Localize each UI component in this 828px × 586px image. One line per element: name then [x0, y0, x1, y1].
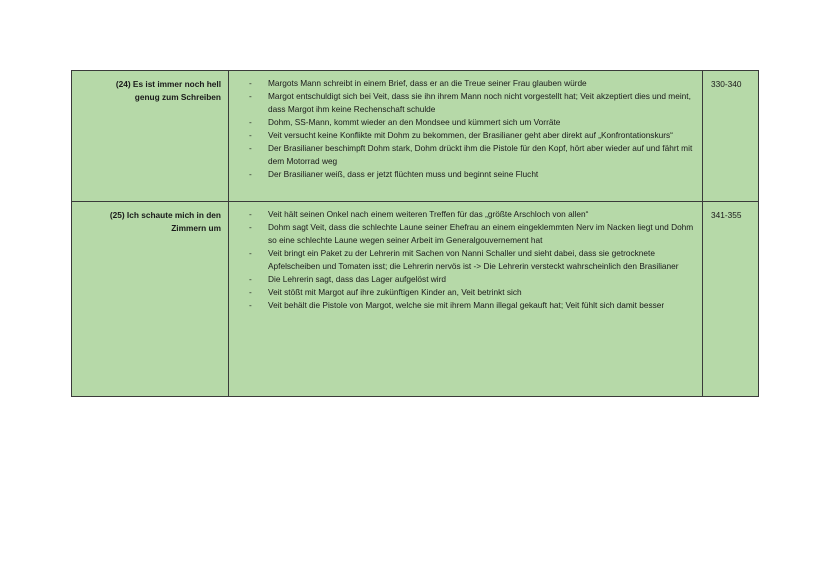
event-item	[235, 273, 696, 286]
bullet-dash: -	[249, 143, 252, 153]
bullet-dash: -	[249, 274, 252, 284]
event-text: Margot entschuldigt sich bei Veit, dass sie ihn ihrem Mann noch nicht vorgestellt hat; Veit akzeptiert dies und meint, dass Margot ihm keine Rechenschaft schulde	[268, 91, 691, 114]
page-range-cell: 330-340	[703, 71, 759, 202]
event-text: Die Lehrerin sagt, dass das Lager aufgelöst wird	[268, 274, 447, 284]
chapter-title-line: (25) Ich schaute mich in den	[109, 210, 221, 220]
event-item	[235, 129, 696, 142]
table-row	[72, 202, 759, 397]
event-item	[235, 221, 696, 247]
bullet-dash: -	[249, 248, 252, 258]
event-text: Margots Mann schreibt in einem Brief, dass er an die Treue seiner Frau glauben würde	[268, 78, 587, 88]
chapter-summary-table	[71, 70, 759, 397]
event-text: Veit stößt mit Margot auf ihre zukünftigen Kinder an, Veit betrinkt sich	[268, 287, 522, 297]
event-item	[235, 247, 696, 273]
event-list	[235, 208, 696, 312]
bullet-dash: -	[249, 91, 252, 101]
bullet-dash: -	[249, 287, 252, 297]
event-text: Dohm, SS-Mann, kommt wieder an den Mondsee und kümmert sich um Vorräte	[268, 117, 561, 127]
event-item	[235, 142, 696, 168]
event-item	[235, 208, 696, 221]
event-text: Der Brasilianer weiß, dass er jetzt flüchten muss und beginnt seine Flucht	[268, 169, 539, 179]
event-item	[235, 299, 696, 312]
bullet-dash: -	[249, 117, 252, 127]
bullet-dash: -	[249, 209, 252, 219]
chapter-title-cell	[72, 71, 229, 202]
chapter-title-line: (24) Es ist immer noch hell	[115, 79, 221, 89]
event-text: Dohm sagt Veit, dass die schlechte Laune seiner Ehefrau an einem eingeklemmten Nerv im Nacken liegt und Dohm so eine schlechte Laune wegen seiner Arbeit im Generalgouvernement hat	[268, 222, 694, 245]
event-item	[235, 116, 696, 129]
page-range-cell: 341-355	[703, 202, 759, 397]
events-cell	[229, 202, 703, 397]
event-item	[235, 77, 696, 90]
chapter-title-line: Zimmern um	[171, 223, 221, 233]
bullet-dash: -	[249, 300, 252, 310]
event-text: Der Brasilianer beschimpft Dohm stark, Dohm drückt ihm die Pistole für den Kopf, hört aber wieder auf und fährt mit dem Motorrad weg	[268, 143, 693, 166]
bullet-dash: -	[249, 222, 252, 232]
events-cell	[229, 71, 703, 202]
chapter-title-cell	[72, 202, 229, 397]
event-list	[235, 77, 696, 181]
table-row	[72, 71, 759, 202]
chapter-title-line: genug zum Schreiben	[134, 92, 221, 102]
event-item	[235, 90, 696, 116]
event-text: Veit versucht keine Konflikte mit Dohm zu bekommen, der Brasilianer geht aber direkt auf „Konfrontationskurs“	[268, 130, 673, 140]
event-text: Veit bringt ein Paket zu der Lehrerin mit Sachen von Nanni Schaller und sieht dabei, dass sie getrocknete Apfelscheiben und Tomaten isst; die Lehrerin nervös ist -> Die Lehrerin versteckt wahrscheinlich den Brasilianer	[268, 248, 679, 271]
event-item	[235, 286, 696, 299]
bullet-dash: -	[249, 169, 252, 179]
bullet-dash: -	[249, 78, 252, 88]
event-text: Veit behält die Pistole von Margot, welche sie mit ihrem Mann illegal gekauft hat; Veit fühlt sich damit besser	[268, 300, 665, 310]
bullet-dash: -	[249, 130, 252, 140]
event-text: Veit hält seinen Onkel nach einem weiteren Treffen für das „größte Arschloch von allen“	[268, 209, 589, 219]
event-item	[235, 168, 696, 181]
